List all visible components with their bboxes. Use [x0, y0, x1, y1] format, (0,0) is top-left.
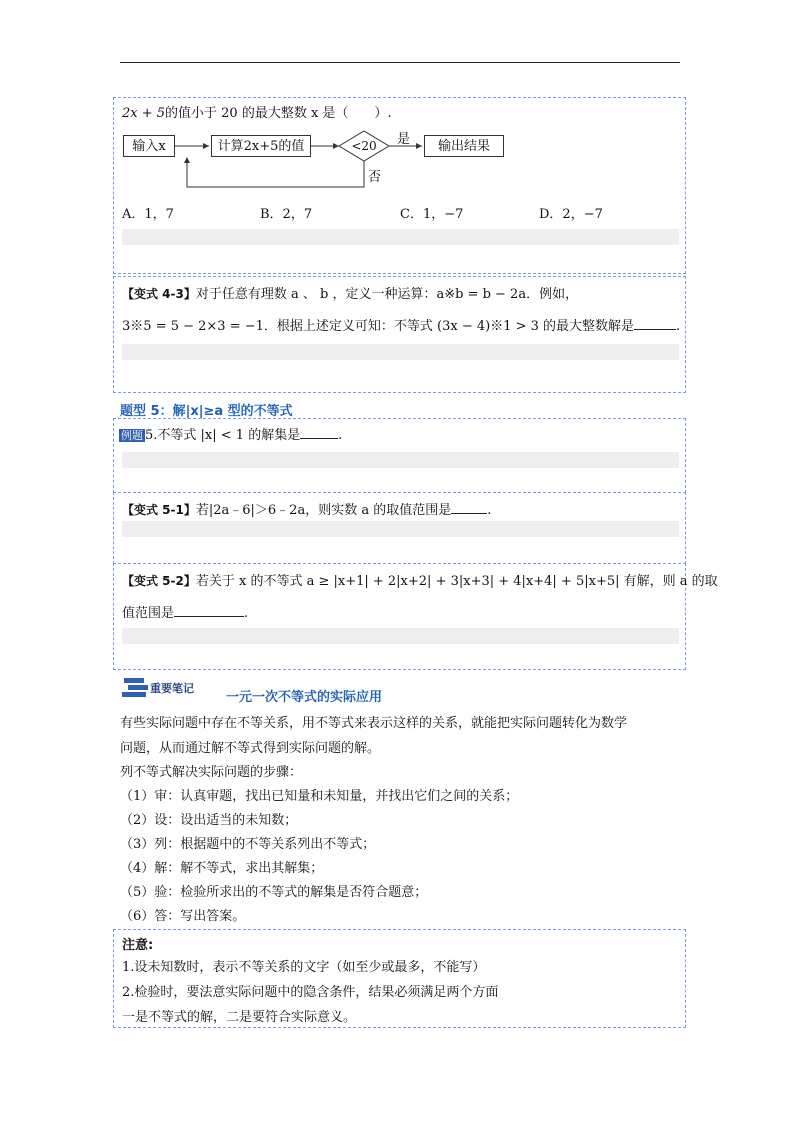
type-5-title: 题型 5：解|x|≥a 型的不等式 — [120, 404, 293, 419]
example-5-text: 5.不等式 |x| < 1 的解集是 — [145, 428, 301, 443]
flow-output-box: 输出结果 — [424, 135, 504, 157]
v43-line-1 — [122, 283, 578, 302]
answer-space — [122, 344, 679, 360]
v52-tag: 【变式 5-2】 — [122, 574, 196, 588]
option-b: B．2，7 — [260, 207, 313, 222]
notes-para-1: 有些实际问题中存在不等关系，用不等式来表示这样的关系，就能把实际问题转化为数学 — [120, 716, 628, 731]
answer-space — [122, 229, 679, 245]
flow-arrowhead-1 — [203, 143, 209, 149]
answer-space — [122, 452, 679, 468]
q1-stem-text: 的值小于 20 的最大整数 x 是（ ）. — [165, 106, 392, 121]
header-rule — [120, 62, 680, 63]
q1-expression: 2x + 5 — [122, 106, 166, 121]
v51-text: 若|2a﹣6|＞6﹣2a，则实数 a 的取值范围是 — [195, 503, 452, 518]
example-5-box — [113, 418, 686, 493]
v52-line2-text: 值范围是 — [122, 606, 175, 621]
v43-line2-text: 3※5 = 5 − 2×3 = −1．根据上述定义可知：不等式 (3x − 4)※1 > 3 的最大整数解是 — [122, 319, 635, 334]
option-c: C．1，−7 — [400, 207, 464, 222]
v52-period: . — [244, 606, 249, 621]
variant-5-1-box — [113, 492, 686, 564]
v52-line1-text: 若关于 x 的不等式 a ≥ |x+1| + 2|x+2| + 3|x+3| + 4|x+4| + 5|x+5| 有解，则 a 的取 — [195, 574, 718, 589]
variant-4-3-box — [113, 276, 686, 393]
notes-badge: 重要笔记 — [150, 682, 194, 695]
v52-blank[interactable] — [174, 604, 244, 617]
question-1-box — [113, 97, 686, 274]
example-5-period: . — [338, 428, 343, 443]
notes-steps-intro: 列不等式解决实际问题的步骤： — [120, 765, 303, 780]
flow-loop-arrowhead — [184, 157, 190, 163]
answer-space — [122, 521, 679, 537]
flow-yes-label: 是 — [397, 132, 411, 147]
v51-period: . — [487, 503, 492, 518]
example-5-blank[interactable] — [300, 426, 338, 439]
v43-tag: 【变式 4-3】 — [122, 287, 196, 301]
v43-blank[interactable] — [634, 317, 676, 330]
v51-blank[interactable] — [451, 501, 487, 514]
notes-step: （3）列：根据题中的不等关系列出不等式； — [120, 837, 376, 852]
notes-para-2: 问题，从而通过解不等式得到实际问题的解。 — [120, 741, 381, 756]
option-d: D．2，−7 — [539, 207, 603, 222]
option-a: A．1，7 — [122, 207, 174, 222]
attention-box — [113, 929, 686, 1028]
flow-no-label: 否 — [368, 170, 382, 185]
v43-line1-text: 对于任意有理数 a 、 b ，定义一种运算：a※b = b − 2a．例如， — [195, 287, 579, 302]
notes-step: （4）解：解不等式，求出其解集； — [120, 861, 324, 876]
variant-5-2-box — [113, 563, 718, 670]
notes-step: （6）答：写出答案。 — [120, 909, 246, 924]
v52-line-2 — [122, 602, 248, 621]
example-tag: 例题 — [121, 429, 143, 442]
answer-space — [122, 628, 679, 644]
flow-input-box: 输入x — [123, 135, 175, 157]
attention-title: 注意: — [122, 938, 154, 953]
attention-item-2b: 一是不等式的解，二是要符合实际意义。 — [122, 1010, 357, 1025]
notes-step: （5）验：检验所求出的不等式的解集是否符合题意； — [120, 885, 428, 900]
notes-step: （2）设：设出适当的未知数； — [120, 813, 298, 828]
v52-line-1 — [122, 570, 718, 589]
flow-decision-label: <20 — [351, 139, 377, 153]
flow-arrowhead-3 — [416, 143, 422, 149]
example-5-line — [119, 424, 342, 443]
v51-line — [122, 499, 491, 518]
v51-tag: 【变式 5-1】 — [122, 503, 196, 517]
attention-item-2a: 2.检验时，要法意实际问题中的隐含条件，结果必须满足两个方面 — [122, 985, 499, 1000]
flow-loop-line — [187, 158, 364, 187]
v43-period: . — [676, 319, 681, 334]
v43-line-2 — [122, 315, 680, 334]
notes-step: （1）审：认真审题，找出已知量和未知量，并找出它们之间的关系； — [120, 789, 519, 804]
attention-item-1: 1.设未知数时，表示不等关系的文字（如至少或最多，不能写） — [122, 960, 486, 975]
flow-compute-box: 计算2x+5的值 — [211, 135, 311, 157]
notes-title: 一元一次不等式的实际应用 — [226, 690, 383, 705]
